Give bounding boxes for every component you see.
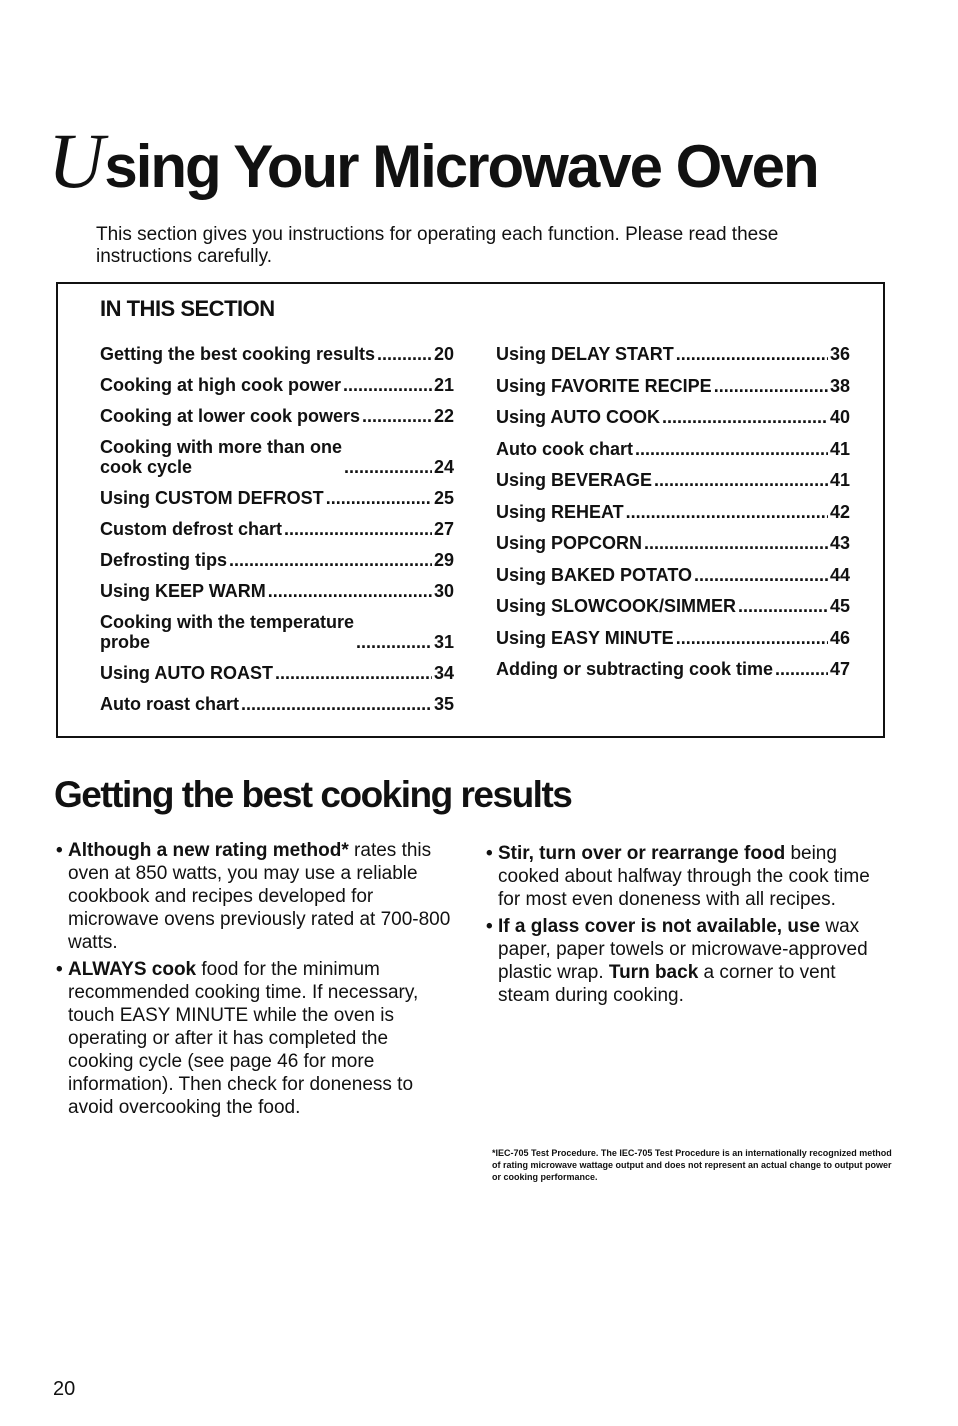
toc-entry-page: 38 — [829, 375, 850, 396]
toc-entry — [100, 612, 454, 652]
toc-entry-page: 21 — [433, 375, 454, 395]
toc-entry-page: 34 — [433, 663, 454, 683]
toc-entry-label: Using REHEAT — [496, 501, 624, 522]
toc-entry-page: 20 — [433, 344, 454, 364]
toc-leader-dots — [654, 470, 828, 490]
toc-leader-dots — [676, 628, 828, 648]
toc-entry-label: Cooking with more than one cook cycle — [100, 437, 342, 477]
tip-text: wax paper, paper towels or microwave-approved plastic wrap. — [498, 916, 868, 983]
tip-text: being cooked about halfway through the cook time for most even doneness with all recipes. — [498, 843, 870, 910]
toc-entry-label: Using DELAY START — [496, 344, 674, 364]
tip-item — [56, 839, 456, 954]
toc-entry-label: Using POPCORN — [496, 533, 643, 553]
toc-entry — [496, 533, 850, 553]
toc-leader-dots — [268, 581, 432, 601]
toc-left-column — [100, 344, 454, 725]
toc-entry-page: 25 — [433, 488, 454, 508]
toc-entry-page: 41 — [829, 470, 850, 490]
toc-leader-dots — [676, 344, 828, 364]
tip-item — [56, 958, 456, 1119]
toc-leader-dots — [377, 344, 432, 364]
tip-item — [486, 915, 890, 1007]
toc-leader-dots — [344, 457, 432, 477]
tip-bold-2: Turn back — [608, 962, 699, 983]
toc-entry-page: 45 — [829, 596, 850, 616]
toc-entry-page: 41 — [829, 438, 850, 459]
toc-entry — [496, 344, 850, 364]
tip-bold: Although a new rating method* — [68, 840, 349, 861]
toc-entry-page: 40 — [829, 407, 850, 427]
toc-entry-label: Using BEVERAGE — [496, 470, 653, 490]
tip-text-2: a corner to vent steam during cooking. — [498, 962, 836, 1006]
toc-entry-label: Using AUTO COOK — [496, 407, 661, 427]
toc-entry — [496, 628, 850, 648]
toc-entry — [100, 581, 454, 601]
toc-leader-dots — [284, 519, 432, 539]
title-initial: U — [48, 117, 105, 204]
toc-entry-page: 24 — [433, 457, 454, 477]
tip-item — [486, 842, 890, 911]
toc-entry-page: 29 — [433, 550, 454, 570]
toc-leader-dots — [694, 565, 828, 585]
toc-entry-label: Auto roast chart — [100, 694, 240, 714]
toc-entry-label: Cooking with the temperature probe — [100, 612, 355, 652]
toc-entry — [496, 659, 850, 679]
toc-leader-dots — [714, 376, 828, 396]
toc-entry — [496, 596, 850, 616]
toc-entry — [100, 437, 454, 477]
tip-text: rates this oven at 850 watts, you may use a reliable cookbook and recipes developed for microwave ovens previously rated at 700-800 watts. — [68, 840, 451, 953]
toc-entry-label: Getting the best cooking results — [100, 344, 376, 364]
toc-entry — [100, 344, 454, 364]
toc-leader-dots — [635, 439, 828, 459]
toc-entry-label: Cooking at high cook power — [100, 375, 342, 395]
toc-entry-page: 35 — [433, 694, 454, 714]
toc-entry — [100, 519, 454, 539]
toc-entry-page: 27 — [433, 519, 454, 539]
toc-leader-dots — [326, 488, 432, 508]
toc-leader-dots — [241, 694, 432, 714]
toc-entry-label: Custom defrost chart — [100, 519, 283, 539]
toc-leader-dots — [343, 375, 432, 395]
toc-entry-page: 47 — [829, 659, 850, 679]
tip-bold: ALWAYS cook — [68, 959, 197, 980]
toc-entry-page: 30 — [433, 581, 454, 601]
tips-right-column — [486, 842, 890, 1011]
tip-bold: If a glass cover is not available, use — [498, 916, 821, 937]
toc-heading: IN THIS SECTION — [100, 296, 275, 321]
toc-entry — [100, 694, 454, 714]
title-rest: sing Your Microwave Oven — [104, 133, 818, 200]
toc-leader-dots — [775, 659, 828, 679]
toc-entry — [496, 470, 850, 490]
toc-entry-label: Using AUTO ROAST — [100, 663, 274, 683]
toc-entry-label: Auto cook chart — [496, 438, 634, 459]
toc-entry-label: Using CUSTOM DEFROST — [100, 488, 324, 508]
toc-entry-page: 31 — [433, 632, 454, 652]
toc-leader-dots — [662, 407, 828, 427]
tips-left-column — [56, 839, 456, 1123]
toc-entry-page: 36 — [829, 344, 850, 364]
in-this-section-box — [56, 282, 885, 738]
tip-text: food for the minimum recommended cooking time. If necessary, touch EASY MINUTE while the oven is operating or after it has completed the cooking cycle (see page 46 for more information). Then check for doneness to avoid overcooking the food. — [68, 959, 419, 1118]
toc-leader-dots — [644, 533, 828, 553]
toc-entry-label: Adding or subtracting cook time — [496, 659, 774, 679]
toc-leader-dots — [626, 502, 828, 522]
intro-text: This section gives you instructions for operating each function. Please read these instructions carefully. — [96, 224, 779, 267]
toc-entry — [496, 376, 850, 396]
toc-leader-dots — [738, 596, 828, 616]
toc-entry-label: Using FAVORITE RECIPE — [496, 375, 712, 396]
section-heading: Getting the best cooking results — [54, 774, 572, 815]
toc-entry — [496, 502, 850, 522]
toc-leader-dots — [229, 550, 432, 570]
toc-entry-page: 42 — [829, 501, 850, 522]
toc-entry — [496, 407, 850, 427]
toc-entry-label: Using BAKED POTATO — [496, 564, 693, 585]
toc-right-column — [496, 344, 850, 691]
page-number: 20 — [53, 1378, 76, 1400]
toc-leader-dots — [356, 632, 432, 652]
toc-entry — [100, 663, 454, 683]
toc-entry-page: 46 — [829, 627, 850, 648]
footnote: *IEC-705 Test Procedure. The IEC-705 Test Procedure is an internationally recognized method of rating microwave wattage output and does not represent an actual change to output power or cooking performance. — [492, 1148, 892, 1182]
toc-entry-page: 22 — [433, 406, 454, 426]
toc-entry — [496, 439, 850, 459]
toc-entry — [100, 550, 454, 570]
toc-leader-dots — [362, 406, 432, 426]
toc-entry-page: 44 — [829, 564, 850, 585]
toc-entry-label: Defrosting tips — [100, 550, 228, 570]
toc-entry-label: Cooking at lower cook powers — [100, 406, 361, 426]
toc-entry — [100, 406, 454, 426]
toc-entry-page: 43 — [829, 533, 850, 553]
tip-bold: Stir, turn over or rearrange food — [498, 843, 786, 864]
toc-entry — [100, 488, 454, 508]
page-title — [48, 117, 818, 204]
toc-entry-label: Using KEEP WARM — [100, 581, 266, 601]
toc-entry-label: Using EASY MINUTE — [496, 627, 674, 648]
toc-entry — [496, 565, 850, 585]
toc-leader-dots — [275, 663, 432, 683]
toc-entry — [100, 375, 454, 395]
toc-entry-label: Using SLOWCOOK/SIMMER — [496, 596, 736, 616]
